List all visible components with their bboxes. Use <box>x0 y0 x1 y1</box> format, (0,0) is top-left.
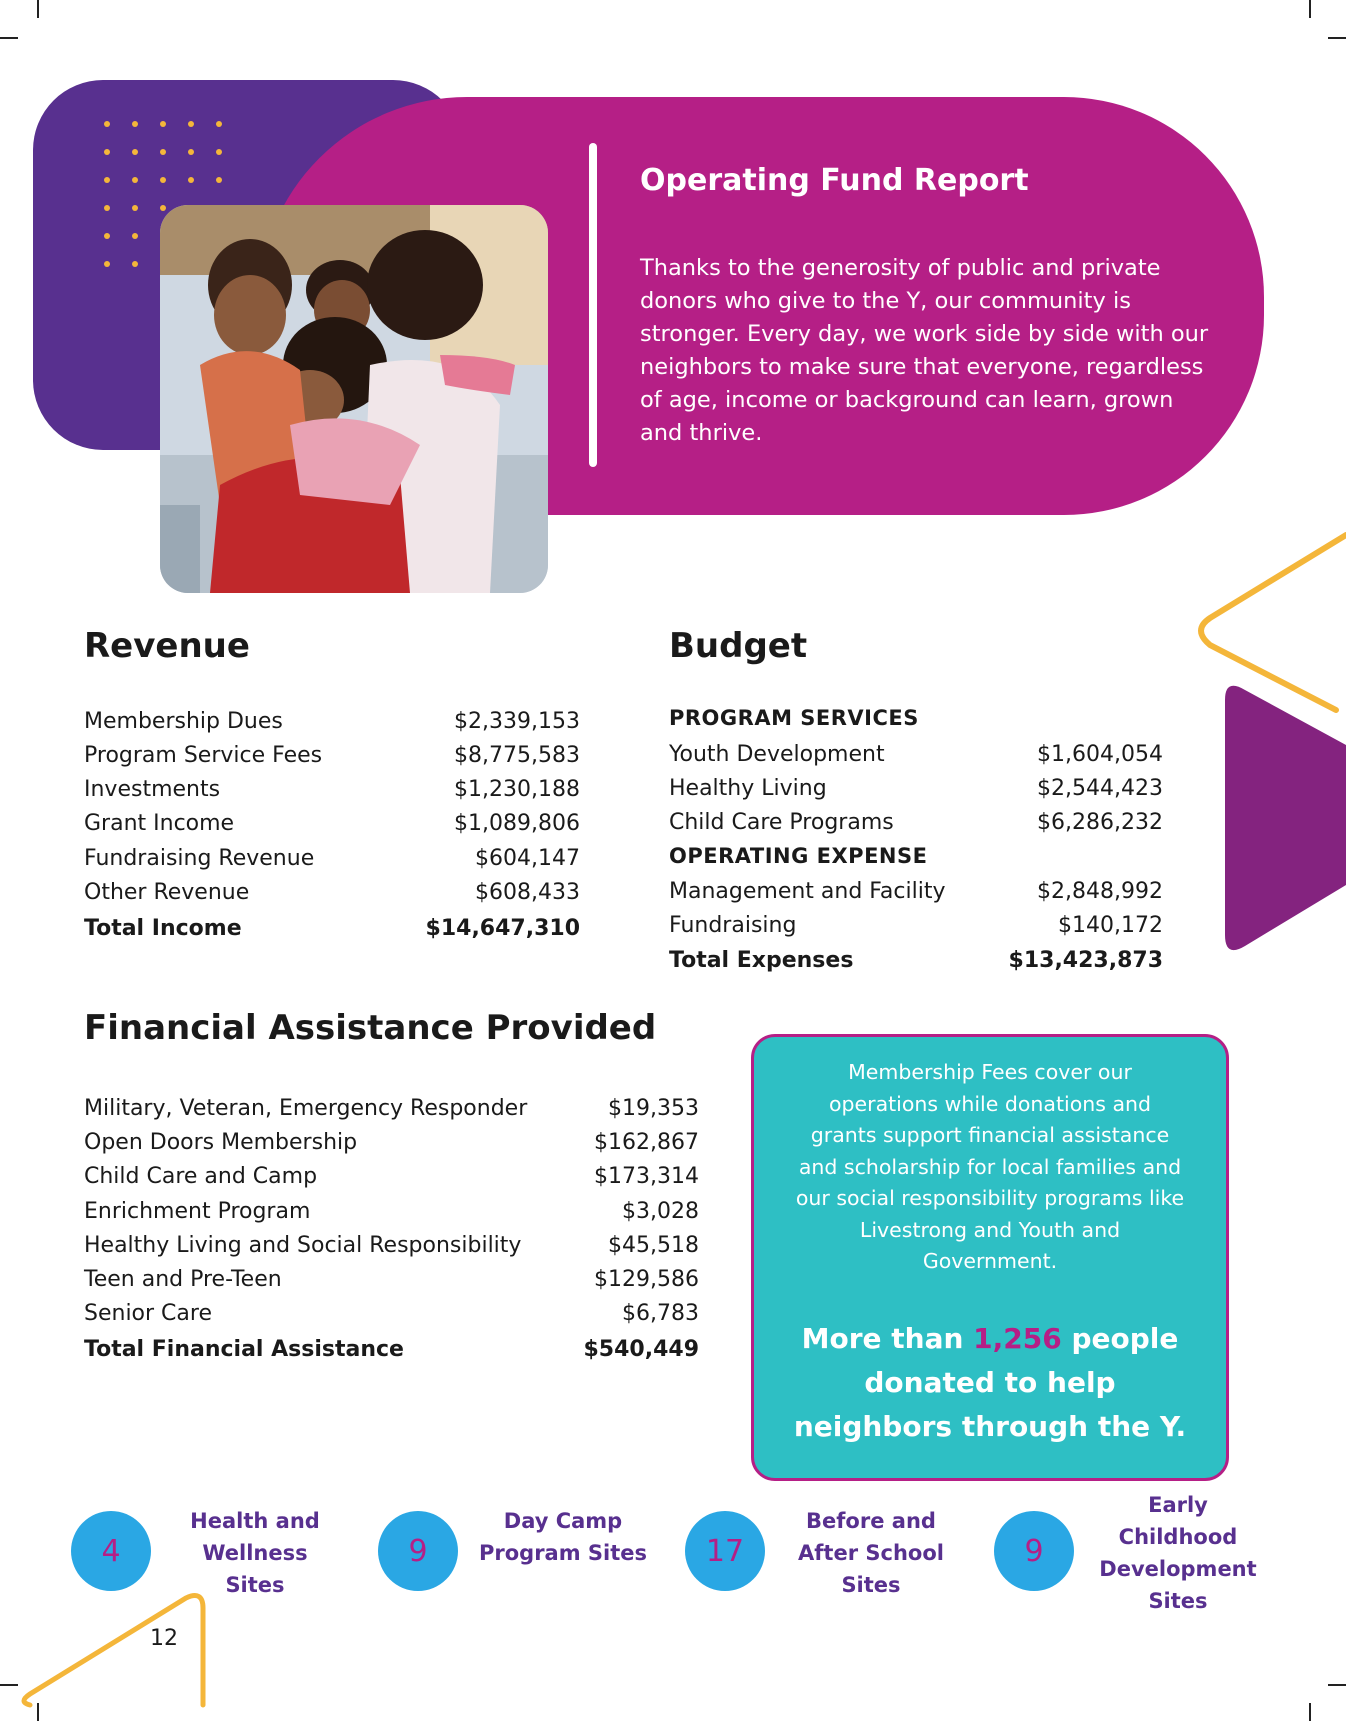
crop-mark <box>37 1703 39 1721</box>
assistance-value: $173,314 <box>594 1164 699 1189</box>
stat-circle-health-wellness: 4 <box>71 1511 151 1591</box>
assistance-row <box>84 1092 699 1126</box>
budget-label: Fundraising <box>669 913 797 938</box>
page-title: Operating Fund Report <box>640 163 1029 198</box>
stat-circle-early-childhood: 9 <box>994 1511 1074 1591</box>
stat-label-health-wellness: Health and Wellness Sites <box>190 1509 320 1597</box>
crop-mark <box>0 1684 18 1686</box>
revenue-label: Grant Income <box>84 811 235 836</box>
crop-mark <box>0 37 18 39</box>
intro-paragraph: Thanks to the generosity of public and private donors who give to the Y, our community is stronger. Every day, we work side by side with our neighbors to make sure that everyone, regardless of age, income or background can learn, grown and thrive. <box>640 255 1209 446</box>
budget-total-row <box>669 944 1163 978</box>
assistance-label: Healthy Living and Social Responsibility <box>84 1233 522 1258</box>
budget-value: $6,286,232 <box>1037 810 1163 835</box>
budget-total-value: $13,423,873 <box>1008 948 1163 973</box>
assistance-label: Enrichment Program <box>84 1199 311 1224</box>
revenue-total-row <box>84 912 580 946</box>
budget-total-label: Total Expenses <box>669 948 854 973</box>
assistance-value: $3,028 <box>622 1199 699 1224</box>
assistance-row <box>84 1263 699 1297</box>
budget-value: $140,172 <box>1058 913 1163 938</box>
stat-label-before-after-school: Before and After School Sites <box>798 1509 944 1597</box>
revenue-value: $1,230,188 <box>454 777 580 802</box>
revenue-row <box>84 842 580 876</box>
revenue-row <box>84 807 580 841</box>
donor-suffix: people donated to help neighbors through the Y. <box>793 1322 1187 1443</box>
budget-label: Child Care Programs <box>669 810 894 835</box>
children-hugging-photo <box>160 205 548 593</box>
budget-row <box>669 772 1163 806</box>
budget-value: $2,544,423 <box>1037 776 1163 801</box>
assistance-value: $162,867 <box>594 1130 699 1155</box>
revenue-total-label: Total Income <box>84 916 242 941</box>
assistance-row <box>84 1229 699 1263</box>
assistance-label: Senior Care <box>84 1301 212 1326</box>
stat-circle-before-after-school: 17 <box>685 1511 765 1591</box>
assistance-value: $45,518 <box>608 1233 699 1258</box>
assistance-label: Military, Veteran, Emergency Responder <box>84 1096 528 1121</box>
assistance-title: Financial Assistance Provided <box>84 1008 657 1048</box>
crop-mark <box>1328 37 1346 39</box>
operating-expense-heading: OPERATING EXPENSE <box>669 844 928 868</box>
revenue-row <box>84 876 580 910</box>
budget-row <box>669 909 1163 943</box>
callout-text: Membership Fees cover our operations while donations and grants support financial assistance and scholarship for local families and our social responsibility programs like Livestrong and Youth and Government. <box>795 1060 1185 1273</box>
stat-circle-day-camp: 9 <box>378 1511 458 1591</box>
stat-label-day-camp: Day Camp Program Sites <box>478 1509 648 1565</box>
assistance-row <box>84 1126 699 1160</box>
assistance-label: Open Doors Membership <box>84 1130 358 1155</box>
page-number: 12 <box>150 1626 178 1651</box>
program-services-heading: PROGRAM SERVICES <box>669 706 919 730</box>
membership-callout-box <box>751 1034 1229 1481</box>
revenue-label: Program Service Fees <box>84 743 323 768</box>
crop-mark <box>1309 1703 1311 1721</box>
budget-row <box>669 738 1163 772</box>
revenue-value: $2,339,153 <box>454 709 580 734</box>
revenue-label: Investments <box>84 777 221 802</box>
revenue-value: $1,089,806 <box>454 811 580 836</box>
assistance-value: $19,353 <box>608 1096 699 1121</box>
budget-title: Budget <box>669 626 808 666</box>
assistance-label: Child Care and Camp <box>84 1164 318 1189</box>
budget-label: Healthy Living <box>669 776 827 801</box>
donor-prefix: More than <box>801 1322 974 1355</box>
budget-row <box>669 875 1163 909</box>
crop-mark <box>37 0 39 18</box>
stat-label-early-childhood: Early Childhood Development Sites <box>1099 1493 1257 1613</box>
crop-mark <box>1328 1684 1346 1686</box>
assistance-row <box>84 1297 699 1331</box>
assistance-label: Teen and Pre-Teen <box>84 1267 282 1292</box>
assistance-value: $6,783 <box>622 1301 699 1326</box>
donor-callout <box>784 1317 1196 1449</box>
budget-value: $1,604,054 <box>1037 742 1163 767</box>
budget-label: Management and Facility <box>669 879 946 904</box>
revenue-value: $604,147 <box>475 846 580 871</box>
budget-value: $2,848,992 <box>1037 879 1163 904</box>
crop-mark <box>1309 0 1311 18</box>
revenue-row <box>84 773 580 807</box>
donor-count: 1,256 <box>973 1322 1062 1355</box>
assistance-value: $129,586 <box>594 1267 699 1292</box>
assistance-row <box>84 1160 699 1194</box>
revenue-label: Membership Dues <box>84 709 283 734</box>
revenue-label: Fundraising Revenue <box>84 846 315 871</box>
budget-label: Youth Development <box>669 742 885 767</box>
revenue-label: Other Revenue <box>84 880 250 905</box>
budget-row <box>669 806 1163 840</box>
revenue-value: $8,775,583 <box>454 743 580 768</box>
revenue-title: Revenue <box>84 626 250 666</box>
assistance-total-label: Total Financial Assistance <box>84 1337 404 1362</box>
assistance-total-value: $540,449 <box>583 1337 699 1362</box>
revenue-row <box>84 705 580 739</box>
assistance-row <box>84 1195 699 1229</box>
revenue-total-value: $14,647,310 <box>425 916 580 941</box>
revenue-row <box>84 739 580 773</box>
banner-divider <box>589 143 597 467</box>
assistance-total-row <box>84 1333 699 1367</box>
revenue-value: $608,433 <box>475 880 580 905</box>
